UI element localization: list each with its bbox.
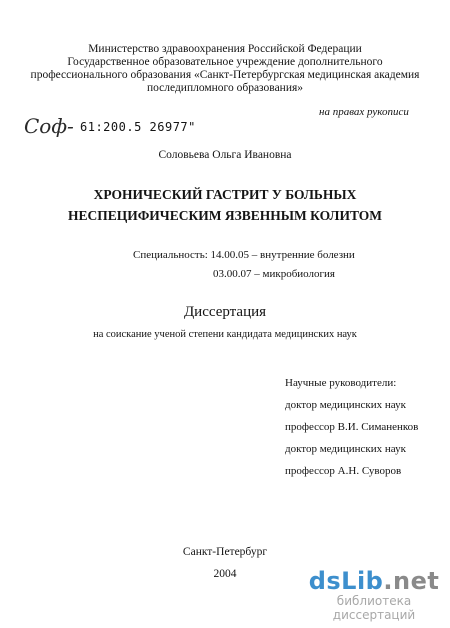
advisor-line: профессор В.И. Симаненков bbox=[285, 421, 419, 433]
institution-header bbox=[0, 43, 450, 95]
dissertation-title bbox=[0, 184, 450, 226]
specialty-item: 14.00.05 – внутренние болезни bbox=[210, 249, 355, 261]
institution-line: профессионального образования «Санкт-Петербургская медицинская академия bbox=[30, 69, 420, 81]
advisor-line: доктор медицинских наук bbox=[285, 399, 406, 411]
advisors-block bbox=[285, 372, 418, 482]
site-watermark bbox=[304, 568, 444, 622]
rights-note: на правах рукописи bbox=[319, 106, 409, 118]
degree-text: на соискание ученой степени кандидата медицинских наук bbox=[93, 329, 357, 340]
title-line: ХРОНИЧЕСКИЙ ГАСТРИТ У БОЛЬНЫХ bbox=[93, 187, 357, 202]
document-type: Диссертация bbox=[183, 304, 267, 320]
institution-line: Министерство здравоохранения Российской Федерации bbox=[88, 43, 362, 55]
watermark-subtitle: библиотека диссертаций bbox=[332, 594, 416, 622]
handwritten-signature: Соф‑ bbox=[24, 114, 74, 138]
advisor-line: профессор А.Н. Суворов bbox=[285, 465, 402, 477]
institution-line: Государственное образовательное учреждение дополнительного bbox=[67, 56, 383, 68]
year: 2004 bbox=[213, 568, 237, 580]
institution-line: последипломного образования» bbox=[146, 82, 304, 94]
watermark-logo: dsLib.net bbox=[308, 567, 440, 595]
stamp-number: 61:200.5 26977" bbox=[80, 120, 196, 134]
specialty-row-2 bbox=[213, 268, 335, 280]
advisor-line: доктор медицинских наук bbox=[285, 443, 406, 455]
author-name: Соловьева Ольга Ивановна bbox=[158, 149, 292, 161]
advisors-heading: Научные руководители: bbox=[285, 377, 397, 389]
specialty-row-1 bbox=[133, 249, 355, 261]
city: Санкт-Петербург bbox=[182, 546, 268, 558]
specialty-item: 03.00.07 – микробиология bbox=[213, 268, 335, 280]
title-line: НЕСПЕЦИФИЧЕСКИМ ЯЗВЕННЫМ КОЛИТОМ bbox=[67, 208, 383, 223]
specialty-label: Специальность: bbox=[133, 249, 208, 261]
